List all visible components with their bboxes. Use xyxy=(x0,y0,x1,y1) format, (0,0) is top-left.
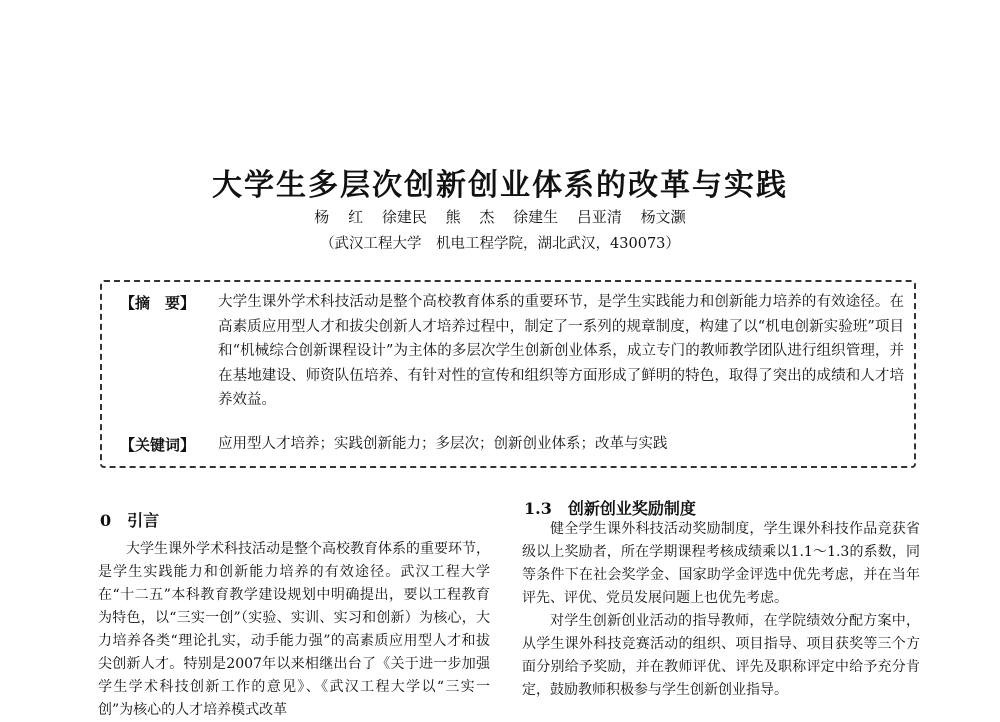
intro-paragraph: 大学生课外学术科技活动是整个高校教育体系的重要环节，是学生实践能力和创新能力培养的有效途径。武汉工程大学在“十二五”本科教育教学建设规划中明确提出，要以工程教育为特色，以“三实一创”（实验、实训、实习和创新）为核心，大力培养各类“理论扎实，动手能力强”的高素质应用型人才和拔尖创新人才。特别是2007年以来相继出台了《关于进一步加强学生学术科技创新工作的意见》、《武汉工程大学以“三实一创”为核心的人才培养模式改革 xyxy=(98,541,490,718)
author-list: 杨 红 徐建民 熊 杰 徐建生 吕亚清 杨文灏 xyxy=(314,208,686,226)
keywords-text: 应用型人才培养；实践创新能力；多层次；创新创业体系；改革与实践 xyxy=(218,436,668,452)
affiliation: （武汉工程大学 机电工程学院，湖北武汉，430073） xyxy=(320,236,680,252)
section-heading-introduction: 0 引言 xyxy=(100,511,160,530)
rewards-paragraph-1: 健全学生课外科技活动奖励制度，学生课外科技作品竞获省级以上奖励者，所在学期课程考核成绩乘以1.1～1.3的系数，同等条件下在社会奖学金、国家助学金评选中优先考虑，并在当年评先、评优、党员发展问题上也优先考虑。 xyxy=(522,521,920,606)
keywords-label: 【关键词】 xyxy=(120,436,196,454)
paper-title: 大学生多层次创新创业体系的改革与实践 xyxy=(212,168,788,203)
abstract-label: 【摘 要】 xyxy=(120,294,196,312)
rewards-paragraph-2: 对学生创新创业活动的指导教师，在学院绩效分配方案中，从学生课外科技竞赛活动的组织、项目指导、项目获奖等三个方面分别给予奖励，并在教师评优、评先及职称评定中给予充分肯定，鼓励教师积极参与学生创新创业指导。 xyxy=(522,613,920,698)
section-heading-1-3: 1.3 创新创业奖励制度 xyxy=(524,499,696,518)
abstract-text: 大学生课外学术科技活动是整个高校教育体系的重要环节，是学生实践能力和创新能力培养的有效途径。在高素质应用型人才和拔尖创新人才培养过程中，制定了一系列的规章制度，构建了以“机电创新实验班”项目和“机械综合创新课程设计”为主体的多层次学生创新创业体系，成立专门的教师教学团队进行组织管理，并在基地建设、师资队伍培养、有针对性的宣传和组织等方面形成了鲜明的特色，取得了突出的成绩和人才培养效益。 xyxy=(218,294,904,408)
